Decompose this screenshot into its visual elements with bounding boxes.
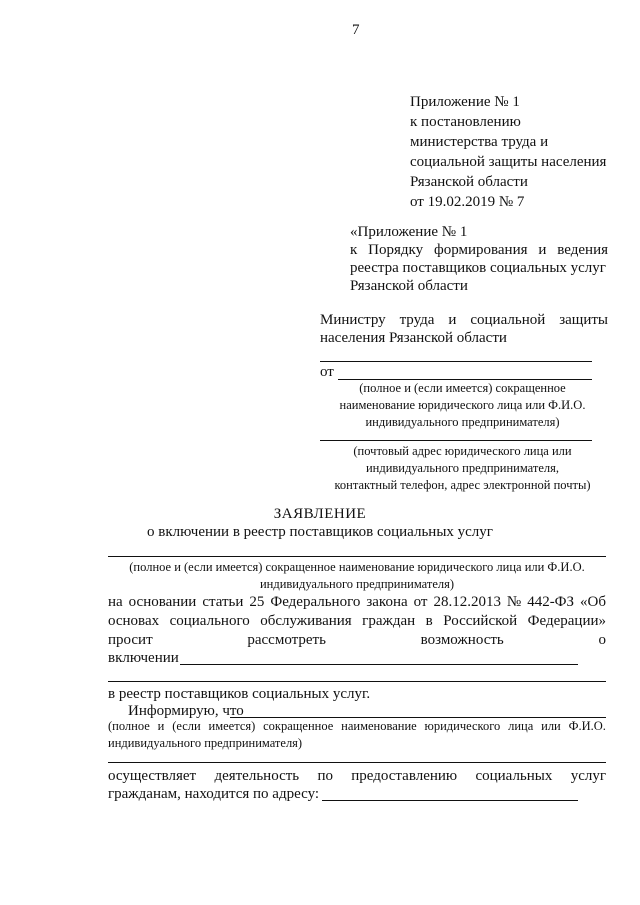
body-p1-line4: включении — [108, 650, 179, 666]
word: имеется) — [208, 719, 256, 733]
word: в — [425, 613, 433, 629]
word: 28.12.2013 — [433, 594, 501, 610]
word: труда — [399, 312, 435, 328]
word: 442-ФЗ — [527, 594, 575, 610]
hint-name-2-line2: индивидуального предпринимателя) — [108, 736, 303, 750]
word: сокращенное — [263, 719, 334, 733]
appendix-line: Приложение № 1 — [410, 94, 520, 110]
word: и — [157, 719, 165, 733]
word: по — [317, 768, 333, 784]
word: услуг — [570, 768, 606, 784]
body-p3-line1 — [108, 766, 606, 786]
word: от — [413, 594, 428, 610]
word: Порядку — [368, 242, 424, 258]
word: Министру — [320, 312, 386, 328]
word: защиты — [559, 312, 608, 328]
word: социальных — [475, 768, 553, 784]
word: просит — [108, 632, 153, 648]
hint-line: индивидуального предпринимателя) — [365, 415, 560, 429]
word: на — [108, 594, 123, 610]
word: Федерации» — [527, 613, 606, 629]
word: Ф.И.О. — [568, 719, 606, 733]
word: Федерального — [270, 594, 361, 610]
word: деятельность — [214, 768, 300, 784]
document-subtitle: о включении в реестр поставщиков социальных услуг — [147, 524, 493, 540]
inclusion-blank-line-2[interactable] — [108, 681, 606, 682]
word: о — [598, 632, 606, 648]
word: 25 — [249, 594, 265, 610]
word: наименование — [341, 719, 417, 733]
inclusion-blank-line[interactable] — [180, 664, 578, 665]
appendix-line: министерства труда и — [410, 134, 549, 150]
hint-address — [320, 443, 605, 494]
hint-name-2-line1 — [108, 718, 606, 735]
word: и — [448, 312, 457, 328]
word: основании — [128, 594, 197, 610]
hint-line: индивидуального предпринимателя) — [259, 577, 455, 591]
appendix-header — [410, 92, 606, 212]
word: Российской — [443, 613, 518, 629]
blank-line[interactable] — [320, 361, 592, 362]
from-label: от — [320, 364, 334, 380]
recipient-line2: населения Рязанской области — [320, 330, 507, 346]
hint-line: индивидуального предпринимателя, — [365, 461, 560, 475]
word: «Об — [580, 594, 606, 610]
order-appendix-line3: реестра поставщиков социальных услуг — [350, 260, 606, 276]
appendix-line: к постановлению — [410, 114, 521, 130]
word: основах — [108, 613, 160, 629]
word: закона — [366, 594, 408, 610]
hint-name-1 — [108, 559, 606, 593]
page-number: 7 — [352, 22, 360, 38]
order-appendix-line4: Рязанской области — [350, 278, 468, 294]
recipient-line1 — [320, 310, 608, 330]
body-p1-line2 — [108, 611, 606, 631]
hint-line: (почтовый адрес юридического лица или — [353, 444, 572, 458]
body-p2-line1: Информирую, что — [128, 703, 244, 719]
word: или — [541, 719, 561, 733]
body-p1-line3 — [108, 630, 606, 650]
word: социального — [169, 613, 250, 629]
word: юридического — [424, 719, 501, 733]
hint-line: контактный телефон, адрес электронной почты) — [334, 478, 591, 492]
word: обслуживания — [260, 613, 352, 629]
document-title: ЗАЯВЛЕНИЕ — [273, 506, 367, 522]
word: № — [506, 594, 522, 610]
word: рассмотреть — [247, 632, 326, 648]
body-p1-line5: в реестр поставщиков социальных услуг. — [108, 686, 371, 702]
word: и — [538, 242, 547, 258]
org-blank-line[interactable] — [108, 762, 606, 763]
word: (если — [172, 719, 201, 733]
word: возможность — [420, 632, 504, 648]
appendix-line: Рязанской области — [410, 174, 528, 190]
body-p3-line2: гражданам, находится по адресу: — [108, 786, 320, 802]
word: осуществляет — [108, 768, 197, 784]
word: статьи — [202, 594, 244, 610]
word: формирования — [434, 242, 528, 258]
word: к — [350, 242, 358, 258]
word: ведения — [557, 242, 608, 258]
order-appendix-line1: «Приложение № 1 — [350, 224, 468, 240]
hint-line: (полное и (если имеется) сокращенное — [359, 381, 566, 395]
body-p1-line1 — [108, 592, 606, 612]
applicant-blank-line[interactable] — [108, 556, 606, 557]
order-appendix-line2 — [350, 240, 608, 260]
word: лица — [508, 719, 534, 733]
hint-line: наименование юридического лица или Ф.И.О. — [339, 398, 586, 412]
hint-line: (полное и (если имеется) сокращенное наименование юридического лица или Ф.И.О. — [129, 560, 585, 574]
word: (полное — [108, 719, 150, 733]
word: предоставлению — [351, 768, 458, 784]
address-fill-line[interactable] — [322, 800, 578, 801]
appendix-line: социальной защиты населения — [410, 154, 607, 170]
appendix-line: от 19.02.2019 № 7 — [410, 194, 525, 210]
address-blank-line[interactable] — [320, 440, 592, 441]
hint-name — [320, 380, 605, 431]
word: социальной — [470, 312, 546, 328]
word: граждан — [362, 613, 416, 629]
